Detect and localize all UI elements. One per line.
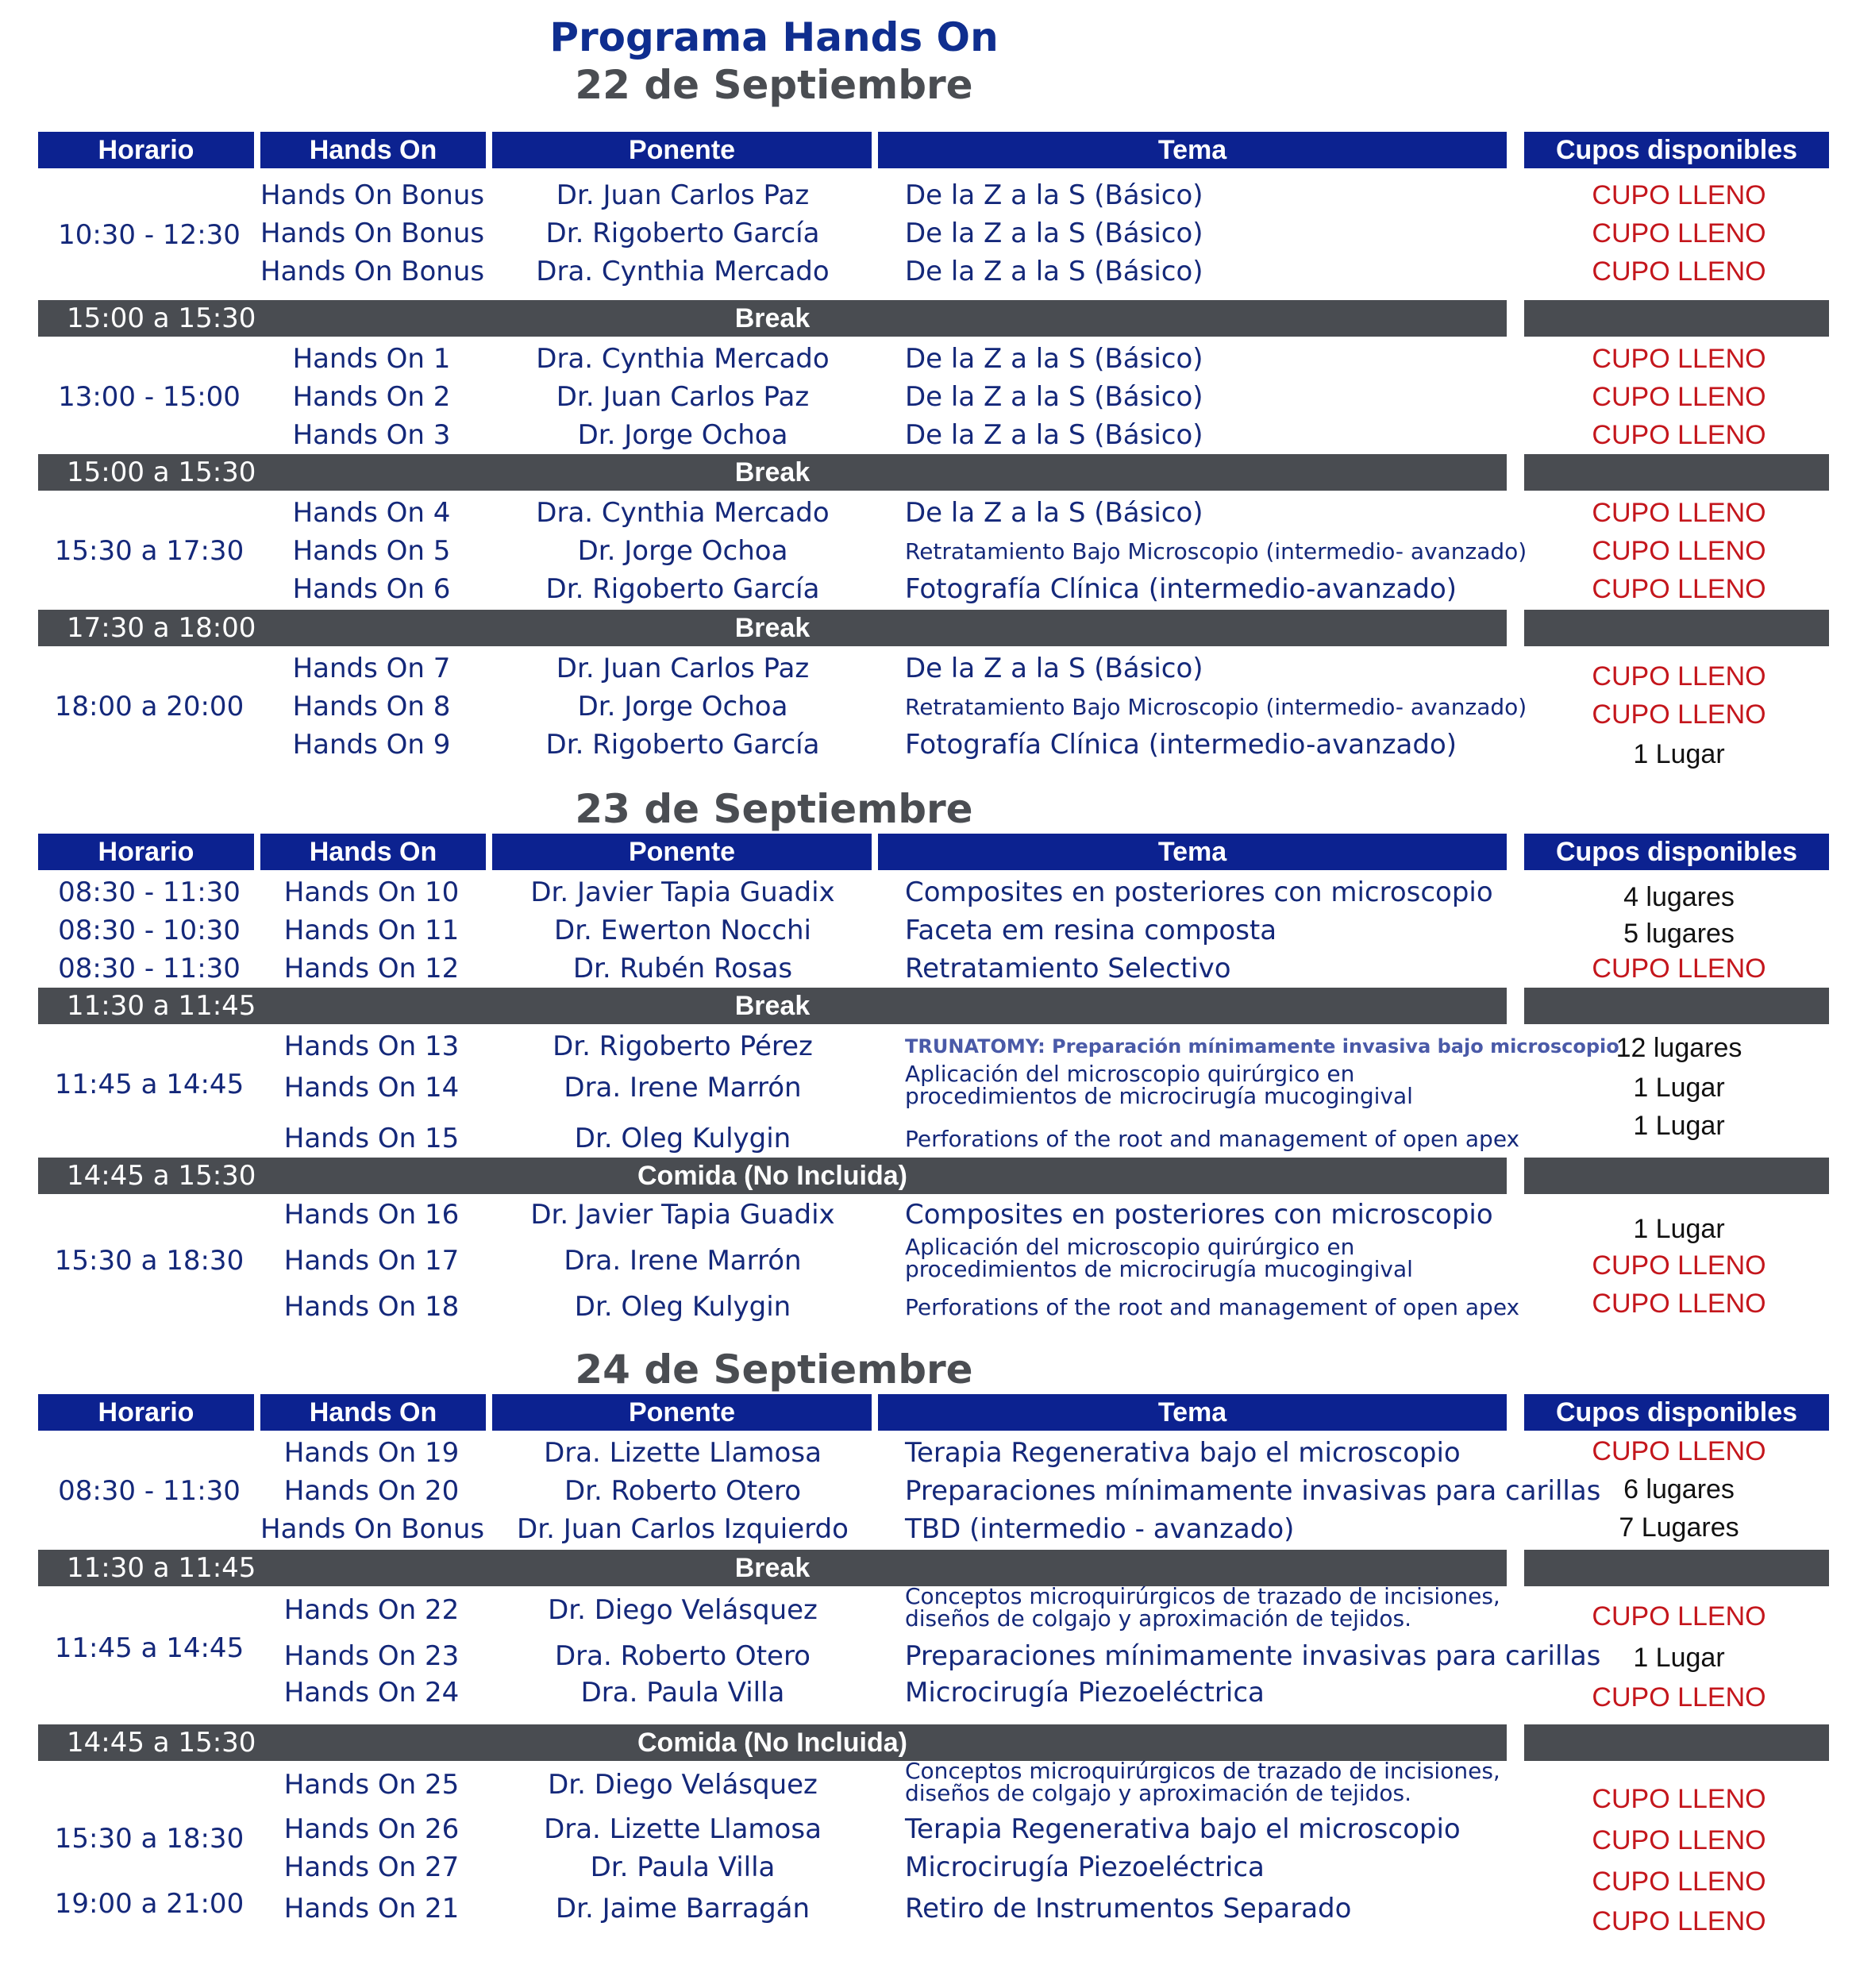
speaker-name: Dra. Irene Marrón (564, 1245, 802, 1277)
topic: Terapia Regenerativa bajo el microscopio (905, 1437, 1461, 1469)
availability: 1 Lugar (1633, 739, 1725, 769)
topic: Terapia Regenerativa bajo el microscopio (905, 1813, 1461, 1845)
topic: Aplicación del microscopio quirúrgico en (905, 1061, 1355, 1087)
speaker-name: Dr. Rigoberto García (545, 573, 820, 605)
session-code: Hands On 11 (283, 915, 460, 946)
topic: Preparaciones mínimamente invasivas para carillas (905, 1475, 1601, 1507)
availability: CUPO LLENO (1592, 382, 1766, 412)
day-title: 22 de Septiembre (575, 62, 973, 108)
session-code: Hands On 27 (283, 1851, 460, 1883)
topic: Retratamiento Selectivo (905, 953, 1231, 984)
topic-line-2: diseños de colgajo y aproximación de tejidos. (905, 1780, 1412, 1806)
availability: CUPO LLENO (1592, 1250, 1766, 1281)
speaker-name: Dr. Diego Velásquez (548, 1594, 818, 1626)
topic: TBD (intermedio - avanzado) (905, 1513, 1295, 1545)
topic: Fotografía Clínica (intermedio-avanzado) (905, 729, 1457, 761)
session-code: Hands On Bonus (260, 256, 485, 287)
time-slot: 19:00 a 21:00 (54, 1888, 245, 1920)
column-header-ponente: Ponente (492, 834, 872, 870)
session-code: Hands On 18 (283, 1291, 460, 1323)
speaker-name: Dra. Cynthia Mercado (536, 497, 830, 529)
topic: Aplicación del microscopio quirúrgico en (905, 1234, 1355, 1260)
break-bar-cupos (1524, 1158, 1829, 1194)
break-bar-cupos (1524, 1550, 1829, 1586)
topic: Perforations of the root and management of open apex (905, 1126, 1520, 1152)
time-slot: 08:30 - 11:30 (58, 876, 241, 908)
column-header-horario: Horario (38, 834, 254, 870)
break-label: Break (734, 613, 811, 643)
topic: Fotografía Clínica (intermedio-avanzado) (905, 573, 1457, 605)
session-code: Hands On Bonus (260, 179, 485, 211)
break-label: Break (734, 303, 811, 333)
availability: CUPO LLENO (1592, 699, 1766, 730)
session-code: Hands On 25 (283, 1769, 460, 1801)
topic: De la Z a la S (Básico) (905, 218, 1203, 249)
break-bar-cupos (1524, 454, 1829, 491)
availability: 1 Lugar (1633, 1073, 1725, 1103)
speaker-name: Dr. Ewerton Nocchi (554, 915, 811, 946)
session-code: Hands On 17 (283, 1245, 460, 1277)
session-code: Hands On 13 (283, 1031, 460, 1062)
session-code: Hands On 12 (283, 953, 460, 984)
availability: CUPO LLENO (1592, 1682, 1766, 1713)
speaker-name: Dr. Javier Tapia Guadix (530, 876, 835, 908)
column-header-tema: Tema (878, 132, 1507, 168)
availability: CUPO LLENO (1592, 1436, 1766, 1466)
time-slot: 13:00 - 15:00 (58, 381, 241, 413)
break-time: 14:45 a 15:30 (67, 1160, 256, 1192)
speaker-name: Dr. Jorge Ochoa (577, 535, 788, 567)
availability: CUPO LLENO (1592, 1289, 1766, 1319)
availability: 1 Lugar (1633, 1111, 1725, 1141)
break-label: Break (734, 991, 811, 1021)
topic: Retratamiento Bajo Microscopio (intermedio- avanzado) (905, 538, 1527, 564)
break-label: Comida (No Incluida) (637, 1161, 907, 1191)
time-slot: 15:30 a 18:30 (54, 1823, 245, 1855)
session-code: Hands On 22 (283, 1594, 460, 1626)
topic: De la Z a la S (Básico) (905, 179, 1203, 211)
availability: CUPO LLENO (1592, 1906, 1766, 1936)
time-slot: 08:30 - 10:30 (58, 915, 241, 946)
topic-line-2: diseños de colgajo y aproximación de tejidos. (905, 1605, 1412, 1632)
topic: TRUNATOMY: Preparación mínimamente invasiva bajo microscopio (905, 1035, 1619, 1058)
speaker-name: Dr. Rigoberto Pérez (553, 1031, 813, 1062)
time-slot: 11:45 a 14:45 (54, 1069, 245, 1100)
topic: De la Z a la S (Básico) (905, 256, 1203, 287)
availability: CUPO LLENO (1592, 536, 1766, 566)
session-code: Hands On 16 (283, 1199, 460, 1231)
break-bar-cupos (1524, 300, 1829, 337)
session-code: Hands On 24 (283, 1677, 460, 1709)
break-bar (38, 1158, 1507, 1194)
speaker-name: Dr. Oleg Kulygin (574, 1123, 791, 1154)
break-time: 15:00 a 15:30 (67, 302, 256, 334)
session-code: Hands On 6 (292, 573, 451, 605)
column-header-tema: Tema (878, 1394, 1507, 1431)
topic: Composites en posteriores con microscopio (905, 876, 1493, 908)
availability: CUPO LLENO (1592, 1867, 1766, 1897)
break-bar-cupos (1524, 988, 1829, 1024)
column-header-horario: Horario (38, 1394, 254, 1431)
topic: Retratamiento Bajo Microscopio (intermedio- avanzado) (905, 694, 1527, 720)
topic: Microcirugía Piezoeléctrica (905, 1677, 1265, 1709)
break-label: Break (734, 457, 811, 487)
speaker-name: Dra. Irene Marrón (564, 1072, 802, 1104)
day-title: 23 de Septiembre (575, 786, 973, 832)
speaker-name: Dr. Oleg Kulygin (574, 1291, 791, 1323)
column-header-cupos: Cupos disponibles (1524, 1394, 1829, 1431)
break-bar (38, 454, 1507, 491)
session-code: Hands On 9 (292, 729, 451, 761)
availability: CUPO LLENO (1592, 498, 1766, 528)
availability: CUPO LLENO (1592, 661, 1766, 692)
speaker-name: Dra. Paula Villa (580, 1677, 785, 1709)
topic-line-2: procedimientos de microcirugía mucogingival (905, 1083, 1413, 1109)
speaker-name: Dr. Paula Villa (590, 1851, 776, 1883)
session-code: Hands On 23 (283, 1640, 460, 1672)
availability: CUPO LLENO (1592, 1601, 1766, 1632)
availability: 1 Lugar (1633, 1214, 1725, 1244)
page-title: Programa Hands On (549, 14, 999, 60)
time-slot: 15:30 a 17:30 (54, 535, 245, 567)
speaker-name: Dra. Lizette Llamosa (544, 1813, 822, 1845)
availability: 7 Lugares (1619, 1512, 1739, 1543)
speaker-name: Dr. Jaime Barragán (555, 1893, 811, 1924)
availability: 6 lugares (1623, 1474, 1735, 1504)
time-slot: 11:45 a 14:45 (54, 1632, 245, 1664)
speaker-name: Dra. Lizette Llamosa (544, 1437, 822, 1469)
session-code: Hands On 15 (283, 1123, 460, 1154)
session-code: Hands On 4 (292, 497, 451, 529)
topic: De la Z a la S (Básico) (905, 381, 1203, 413)
topic: De la Z a la S (Básico) (905, 497, 1203, 529)
speaker-name: Dr. Diego Velásquez (548, 1769, 818, 1801)
topic: Faceta em resina composta (905, 915, 1277, 946)
break-bar-cupos (1524, 1724, 1829, 1761)
session-code: Hands On 8 (292, 691, 451, 722)
column-header-hands: Hands On (260, 132, 486, 168)
topic: Composites en posteriores con microscopio (905, 1199, 1493, 1231)
speaker-name: Dr. Juan Carlos Paz (556, 179, 810, 211)
break-bar (38, 300, 1507, 337)
column-header-horario: Horario (38, 132, 254, 168)
break-time: 15:00 a 15:30 (67, 457, 256, 488)
speaker-name: Dr. Rubén Rosas (572, 953, 793, 984)
session-code: Hands On Bonus (260, 218, 485, 249)
speaker-name: Dr. Juan Carlos Paz (556, 381, 810, 413)
topic: Conceptos microquirúrgicos de trazado de incisiones, (905, 1583, 1500, 1609)
speaker-name: Dra. Cynthia Mercado (536, 343, 830, 375)
availability: 12 lugares (1615, 1033, 1742, 1063)
availability: 5 lugares (1623, 919, 1735, 949)
time-slot: 08:30 - 11:30 (58, 1475, 241, 1507)
availability: CUPO LLENO (1592, 344, 1766, 374)
break-time: 11:30 a 11:45 (67, 990, 256, 1022)
availability: CUPO LLENO (1592, 180, 1766, 210)
speaker-name: Dr. Javier Tapia Guadix (530, 1199, 835, 1231)
availability: CUPO LLENO (1592, 1784, 1766, 1814)
break-bar-cupos (1524, 610, 1829, 646)
break-label: Comida (No Incluida) (637, 1728, 907, 1758)
column-header-hands: Hands On (260, 834, 486, 870)
session-code: Hands On 10 (283, 876, 460, 908)
column-header-tema: Tema (878, 834, 1507, 870)
time-slot: 18:00 a 20:00 (54, 691, 245, 722)
break-bar (38, 1724, 1507, 1761)
availability: CUPO LLENO (1592, 420, 1766, 450)
speaker-name: Dr. Jorge Ochoa (577, 691, 788, 722)
session-code: Hands On 1 (292, 343, 451, 375)
time-slot: 08:30 - 11:30 (58, 953, 241, 984)
availability: CUPO LLENO (1592, 574, 1766, 604)
time-slot: 10:30 - 12:30 (58, 219, 241, 251)
session-code: Hands On 5 (292, 535, 451, 567)
speaker-name: Dr. Rigoberto García (545, 218, 820, 249)
session-code: Hands On 14 (283, 1072, 460, 1104)
topic: Retiro de Instrumentos Separado (905, 1893, 1352, 1924)
speaker-name: Dr. Rigoberto García (545, 729, 820, 761)
speaker-name: Dra. Cynthia Mercado (536, 256, 830, 287)
speaker-name: Dr. Juan Carlos Paz (556, 653, 810, 684)
topic: Preparaciones mínimamente invasivas para carillas (905, 1640, 1601, 1672)
break-time: 11:30 a 11:45 (67, 1552, 256, 1584)
session-code: Hands On 2 (292, 381, 451, 413)
availability: 1 Lugar (1633, 1643, 1725, 1673)
column-header-cupos: Cupos disponibles (1524, 132, 1829, 168)
speaker-name: Dra. Roberto Otero (555, 1640, 811, 1672)
speaker-name: Dr. Jorge Ochoa (577, 419, 788, 451)
session-code: Hands On 3 (292, 419, 451, 451)
topic: Perforations of the root and management of open apex (905, 1294, 1520, 1320)
column-header-hands: Hands On (260, 1394, 486, 1431)
availability: 4 lugares (1623, 882, 1735, 912)
availability: CUPO LLENO (1592, 218, 1766, 248)
topic: Microcirugía Piezoeléctrica (905, 1851, 1265, 1883)
session-code: Hands On 21 (283, 1893, 460, 1924)
session-code: Hands On 20 (283, 1475, 460, 1507)
availability: CUPO LLENO (1592, 1825, 1766, 1855)
column-header-ponente: Ponente (492, 132, 872, 168)
break-time: 17:30 a 18:00 (67, 612, 256, 644)
break-label: Break (734, 1553, 811, 1583)
session-code: Hands On 19 (283, 1437, 460, 1469)
topic: Conceptos microquirúrgicos de trazado de incisiones, (905, 1758, 1500, 1784)
break-bar (38, 988, 1507, 1024)
break-bar (38, 610, 1507, 646)
topic: De la Z a la S (Básico) (905, 343, 1203, 375)
day-title: 24 de Septiembre (575, 1347, 973, 1393)
availability: CUPO LLENO (1592, 954, 1766, 984)
speaker-name: Dr. Juan Carlos Izquierdo (517, 1513, 849, 1545)
session-code: Hands On Bonus (260, 1513, 485, 1545)
column-header-ponente: Ponente (492, 1394, 872, 1431)
session-code: Hands On 7 (292, 653, 451, 684)
time-slot: 15:30 a 18:30 (54, 1245, 245, 1277)
topic: De la Z a la S (Básico) (905, 419, 1203, 451)
topic-line-2: procedimientos de microcirugía mucogingival (905, 1256, 1413, 1282)
break-bar (38, 1550, 1507, 1586)
break-time: 14:45 a 15:30 (67, 1727, 256, 1759)
availability: CUPO LLENO (1592, 256, 1766, 287)
session-code: Hands On 26 (283, 1813, 460, 1845)
speaker-name: Dr. Roberto Otero (564, 1475, 801, 1507)
column-header-cupos: Cupos disponibles (1524, 834, 1829, 870)
topic: De la Z a la S (Básico) (905, 653, 1203, 684)
